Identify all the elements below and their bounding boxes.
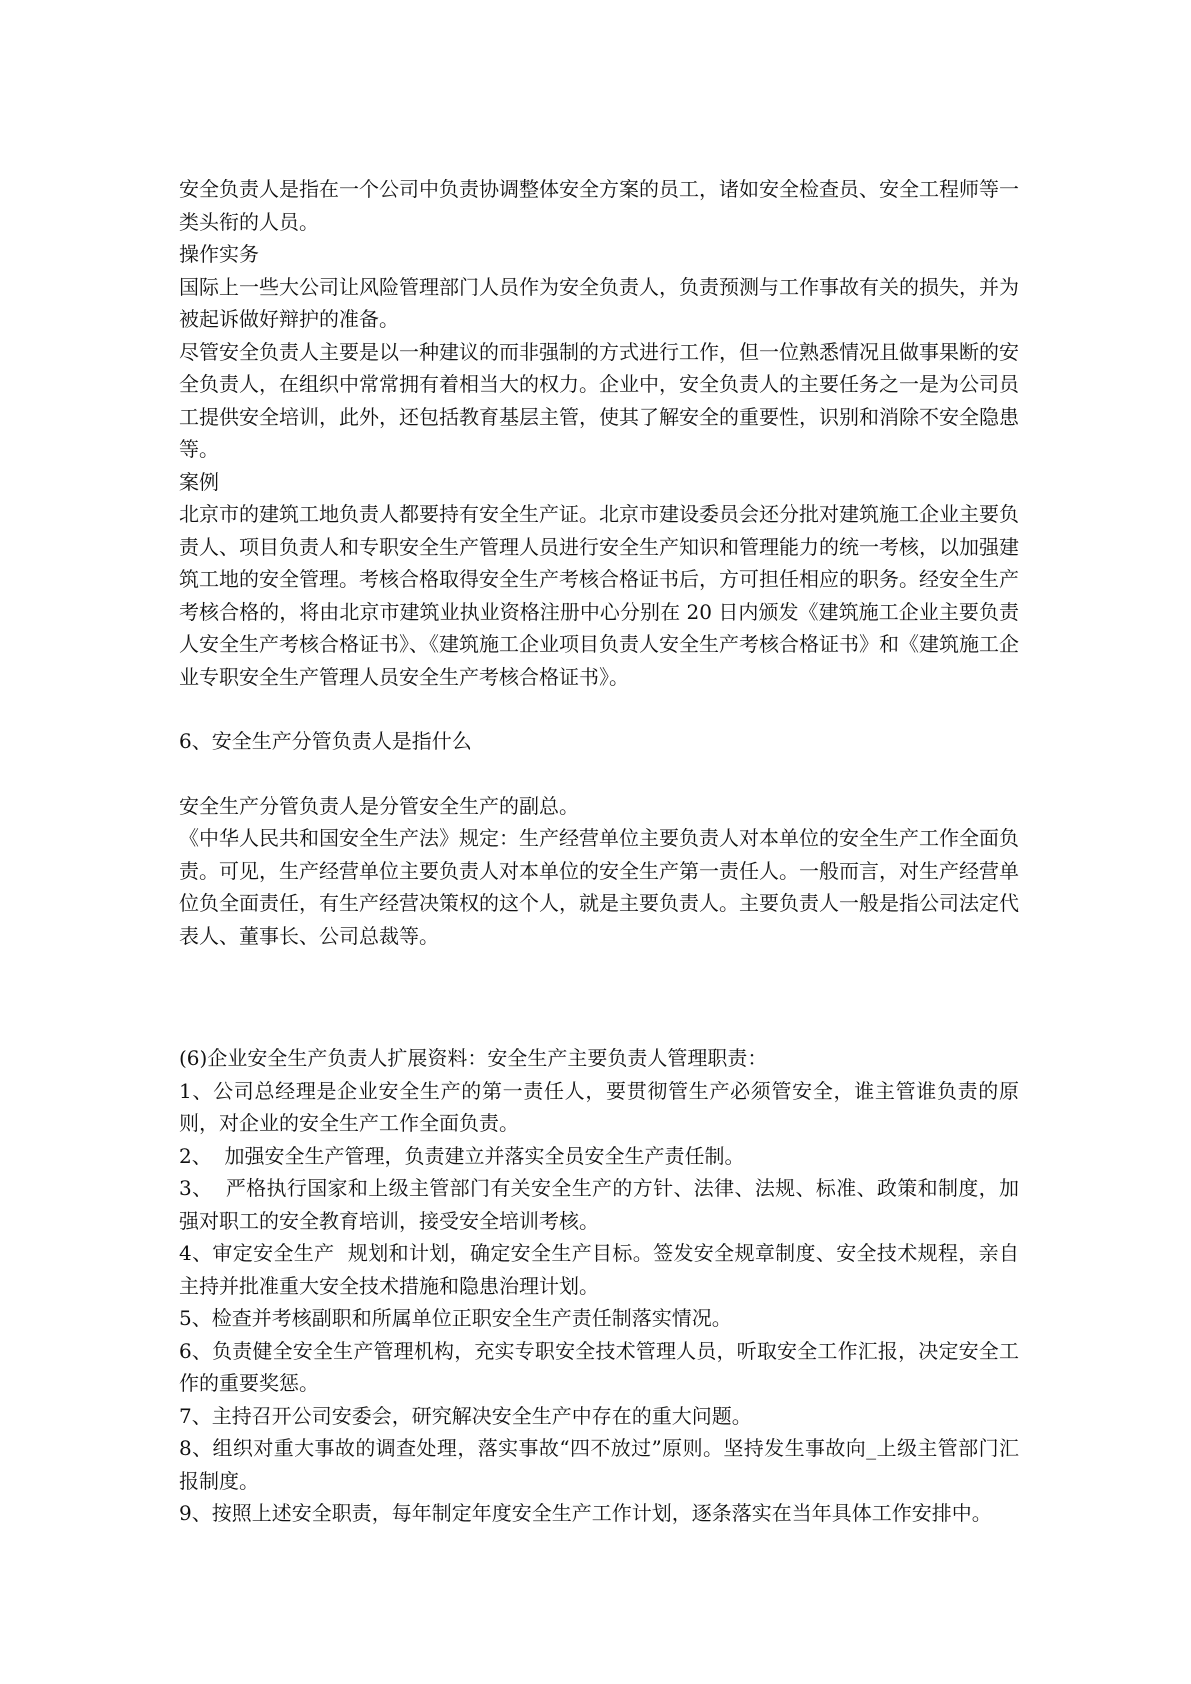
- heading-case: 案例: [179, 469, 219, 494]
- duty-item-6: 6、负责健全安全生产管理机构，充实专职安全技术管理人员，听取安全工作汇报，决定安全工作的重要奖惩。: [179, 1338, 1019, 1395]
- heading-practice: 操作实务: [179, 242, 259, 266]
- duty-item-8: 8、组织对重大事故的调查处理，落实事故“四不放过”原则。坚持发生事故向_上级主管部门汇报制度。: [179, 1436, 1019, 1493]
- spacer: [179, 758, 1019, 790]
- spacer: [179, 693, 1019, 725]
- duty-item-3: 3、 严格执行国家和上级主管部门有关安全生产的方针、法律、法规、标准、政策和制度，加强对职工的安全教育培训，接受安全培训考核。: [179, 1176, 1019, 1233]
- deputy-definition-paragraph: 安全生产分管负责人是分管安全生产的副总。: [179, 793, 579, 818]
- law-paragraph: 《中华人民共和国安全生产法》规定：生产经营单位主要负责人对本单位的安全生产工作全面负责。可见，生产经营单位主要负责人对本单位的安全生产第一责任人。一般而言，对生产经营单位负全面责任，有生产经营决策权的这个人，就是主要负责人。主要负责人一般是指公司法定代表人、董事长、公司总裁等。: [179, 826, 1019, 948]
- spacer: [179, 952, 1019, 1042]
- practice-paragraph-1: 国际上一些大公司让风险管理部门人员作为安全负责人，负责预测与工作事故有关的损失，并为被起诉做好辩护的准备。: [179, 274, 1019, 331]
- text-column: [179, 173, 1019, 1530]
- definition-paragraph: 安全负责人是指在一个公司中负责协调整体安全方案的员工，诸如安全检查员、安全工程师等一类头衔的人员。: [179, 177, 1019, 234]
- duty-item-1: 1、公司总经理是企业安全生产的第一责任人，要贯彻管生产必须管安全，谁主管谁负责的原则，对企业的安全生产工作全面负责。: [179, 1078, 1019, 1135]
- duties-intro: (6)企业安全生产负责人扩展资料：安全生产主要负责人管理职责：: [179, 1046, 768, 1070]
- section-6-heading: 6、安全生产分管负责人是指什么: [179, 729, 472, 753]
- duty-item-2: 2、 加强安全生产管理，负责建立并落实全员安全生产责任制。: [179, 1143, 745, 1168]
- case-paragraph: 北京市的建筑工地负责人都要持有安全生产证。北京市建设委员会还分批对建筑施工企业主要负责人、项目负责人和专职安全生产管理人员进行安全生产知识和管理能力的统一考核，以加强建筑工地的安全管理。考核合格取得安全生产考核合格证书后，方可担任相应的职务。经安全生产考核合格的，将由北京市建筑业执业资格注册中心分别在 20 日内颁发《建筑施工企业主要负责人安全生产考核合格证书》、《建筑施工企业项目负责人安全生产考核合格证书》和《建筑施工企业专职安全生产管理人员安全生产考核合格证书》。: [179, 502, 1019, 689]
- practice-paragraph-2: 尽管安全负责人主要是以一种建议的而非强制的方式进行工作，但一位熟悉情况且做事果断的安全负责人，在组织中常常拥有着相当大的权力。企业中，安全负责人的主要任务之一是为公司员工提供安全培训，此外，还包括教育基层主管，使其了解安全的重要性，识别和消除不安全隐患等。: [179, 339, 1019, 461]
- duty-item-4: 4、审定安全生产 规划和计划，确定安全生产目标。签发安全规章制度、安全技术规程，亲自主持并批准重大安全技术措施和隐患治理计划。: [179, 1241, 1019, 1298]
- duty-item-7: 7、主持召开公司安委会，研究解决安全生产中存在的重大问题。: [179, 1403, 752, 1428]
- duty-item-5: 5、检查并考核副职和所属单位正职安全生产责任制落实情况。: [179, 1306, 732, 1330]
- duty-item-9: 9、按照上述安全职责，每年制定年度安全生产工作计划，逐条落实在当年具体工作安排中。: [179, 1501, 992, 1525]
